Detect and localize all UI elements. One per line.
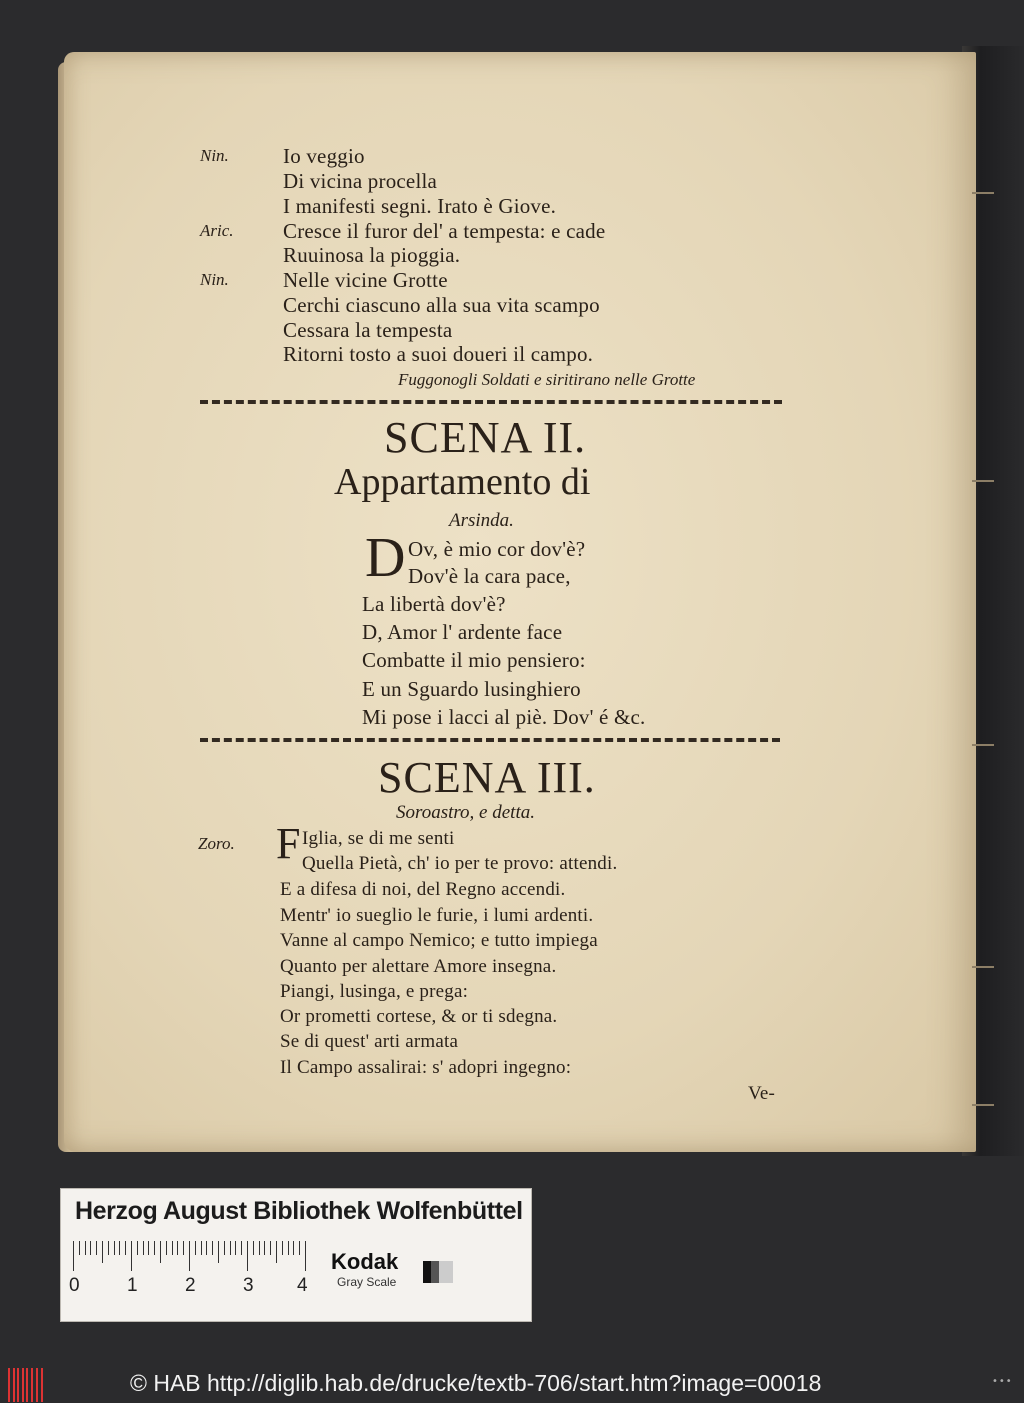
verse-line: Mi pose i lacci al piè. Dov' é &c. — [362, 705, 646, 729]
logo-bar — [26, 1368, 28, 1402]
gray-swatch — [431, 1261, 439, 1283]
verse-line: Di vicina procella — [283, 169, 438, 193]
ruler-tick — [79, 1241, 80, 1255]
ruler-tick — [189, 1241, 190, 1271]
ruler-tick — [195, 1241, 196, 1255]
ruler-tick — [264, 1241, 265, 1255]
ruler-number: 3 — [243, 1275, 254, 1296]
ruler-tick — [212, 1241, 213, 1255]
ruler-tick — [282, 1241, 283, 1255]
gray-swatch — [423, 1261, 431, 1283]
logo-bar — [22, 1368, 24, 1402]
section-rule — [200, 400, 782, 404]
ruler-tick — [172, 1241, 173, 1255]
verse-line: I manifesti segni. Irato è Giove. — [283, 194, 557, 218]
character-name: Arsinda. — [449, 510, 514, 531]
scene-title: SCENA II. — [384, 413, 587, 462]
ruler-tick — [305, 1241, 306, 1271]
kodak-logo: Kodak — [331, 1249, 399, 1274]
ruler-tick — [119, 1241, 120, 1255]
speaker-label: Nin. — [200, 146, 229, 165]
drop-capital: D — [365, 527, 406, 589]
ruler-tick — [247, 1241, 248, 1271]
scene-title: SCENA III. — [378, 753, 596, 802]
logo-bar — [41, 1368, 43, 1402]
verse-line: Ritorni tosto a suoi doueri il campo. — [283, 342, 594, 366]
ruler-tick — [73, 1241, 74, 1271]
ruler-tick — [131, 1241, 132, 1271]
binding-stitch — [972, 966, 994, 968]
verse-line: Piangi, lusinga, e prega: — [280, 981, 469, 1002]
verse-line: Nelle vicine Grotte — [283, 268, 448, 292]
speaker-label: Aric. — [200, 221, 234, 240]
verse-line: Ov, è mio cor dov'è? — [408, 537, 586, 561]
stage-direction: Fuggonogli Soldati e siritirano nelle Grotte — [398, 370, 696, 389]
ruler-tick — [235, 1241, 236, 1255]
logo-bar — [36, 1368, 38, 1402]
ruler-tick — [259, 1241, 260, 1255]
verse-line: Quanto per alettare Amore insegna. — [280, 956, 557, 977]
source-url[interactable]: © HAB http://diglib.hab.de/drucke/textb-706/start.htm?image=00018 — [130, 1370, 822, 1396]
section-rule — [200, 738, 780, 742]
logo-bar — [8, 1368, 10, 1402]
verse-line: Iglia, se di me senti — [302, 828, 455, 849]
logo-bar — [13, 1368, 15, 1402]
ruler-tick — [108, 1241, 109, 1255]
ruler-tick — [201, 1241, 202, 1255]
catchword: Ve- — [748, 1083, 775, 1104]
ruler-tick — [166, 1241, 167, 1255]
ruler-tick — [241, 1241, 242, 1255]
verse-line: Se di quest' arti armata — [280, 1031, 459, 1052]
ruler-number: 0 — [69, 1275, 80, 1296]
ruler-tick — [288, 1241, 289, 1255]
binding-stitch — [972, 192, 994, 194]
ruler-tick — [293, 1241, 294, 1255]
verse-line: Il Campo assalirai: s' adopri ingegno: — [280, 1057, 572, 1078]
ruler-tick — [218, 1241, 219, 1263]
ruler-tick — [96, 1241, 97, 1255]
ruler-tick — [125, 1241, 126, 1255]
ruler-tick — [114, 1241, 115, 1255]
menu-dots-icon[interactable]: ••• — [992, 1376, 1013, 1387]
verse-line: D, Amor l' ardente face — [362, 620, 563, 644]
verse-line: Quella Pietà, ch' io per te provo: attendi. — [302, 853, 618, 874]
ruler-tick — [270, 1241, 271, 1255]
ruler-tick — [160, 1241, 161, 1263]
gray-scale-label: Gray Scale — [337, 1275, 397, 1289]
verse-line: Dov'è la cara pace, — [408, 564, 571, 588]
speaker-label: Nin. — [200, 270, 229, 289]
ruler-tick — [154, 1241, 155, 1255]
ruler-tick — [177, 1241, 178, 1255]
ruler-tick — [276, 1241, 277, 1263]
ruler-tick — [183, 1241, 184, 1255]
ruler-tick — [253, 1241, 254, 1255]
ruler — [73, 1241, 313, 1271]
gray-swatch — [439, 1261, 453, 1283]
verse-line: Mentr' io sueglio le furie, i lumi ardenti. — [280, 905, 594, 926]
verse-line: La libertà dov'è? — [362, 592, 506, 616]
ruler-tick — [224, 1241, 225, 1255]
ruler-number: 2 — [185, 1275, 196, 1296]
drop-capital: F — [276, 819, 301, 868]
speaker-label: Zoro. — [198, 834, 235, 853]
library-name: Herzog August Bibliothek Wolfenbüttel — [75, 1197, 523, 1225]
verse-line: Combatte il mio pensiero: — [362, 648, 586, 672]
ruler-tick — [102, 1241, 103, 1263]
ruler-number: 1 — [127, 1275, 138, 1296]
ruler-tick — [85, 1241, 86, 1255]
logo-bar — [31, 1368, 33, 1402]
ruler-tick — [299, 1241, 300, 1255]
ruler-tick — [90, 1241, 91, 1255]
ruler-number: 4 — [297, 1275, 308, 1296]
hab-logo-icon — [8, 1368, 48, 1402]
binding-stitch — [972, 1104, 994, 1106]
verse-line: Cerchi ciascuno alla sua vita scampo — [283, 293, 600, 317]
ruler-tick — [230, 1241, 231, 1255]
verse-line: Vanne al campo Nemico; e tutto impiega — [280, 930, 598, 951]
color-target-card — [60, 1188, 532, 1322]
ruler-tick — [137, 1241, 138, 1255]
verse-line: Or prometti cortese, & or ti sdegna. — [280, 1006, 558, 1027]
ruler-tick — [143, 1241, 144, 1255]
verse-line: Io veggio — [283, 144, 365, 168]
verse-line: Cessara la tempesta — [283, 318, 453, 342]
verse-line: E un Sguardo lusinghiero — [362, 677, 581, 701]
binding-stitch — [972, 480, 994, 482]
verse-line: Cresce il furor del' a tempesta: e cade — [283, 219, 606, 243]
binding-stitch — [972, 744, 994, 746]
ruler-tick — [148, 1241, 149, 1255]
scene-location: Appartamento di — [334, 461, 591, 503]
verse-line: E a difesa di noi, del Regno accendi. — [280, 879, 566, 900]
character-names: Soroastro, e detta. — [396, 802, 535, 823]
verse-line: Ruuinosa la pioggia. — [283, 243, 461, 267]
logo-bar — [17, 1368, 19, 1402]
ruler-tick — [206, 1241, 207, 1255]
